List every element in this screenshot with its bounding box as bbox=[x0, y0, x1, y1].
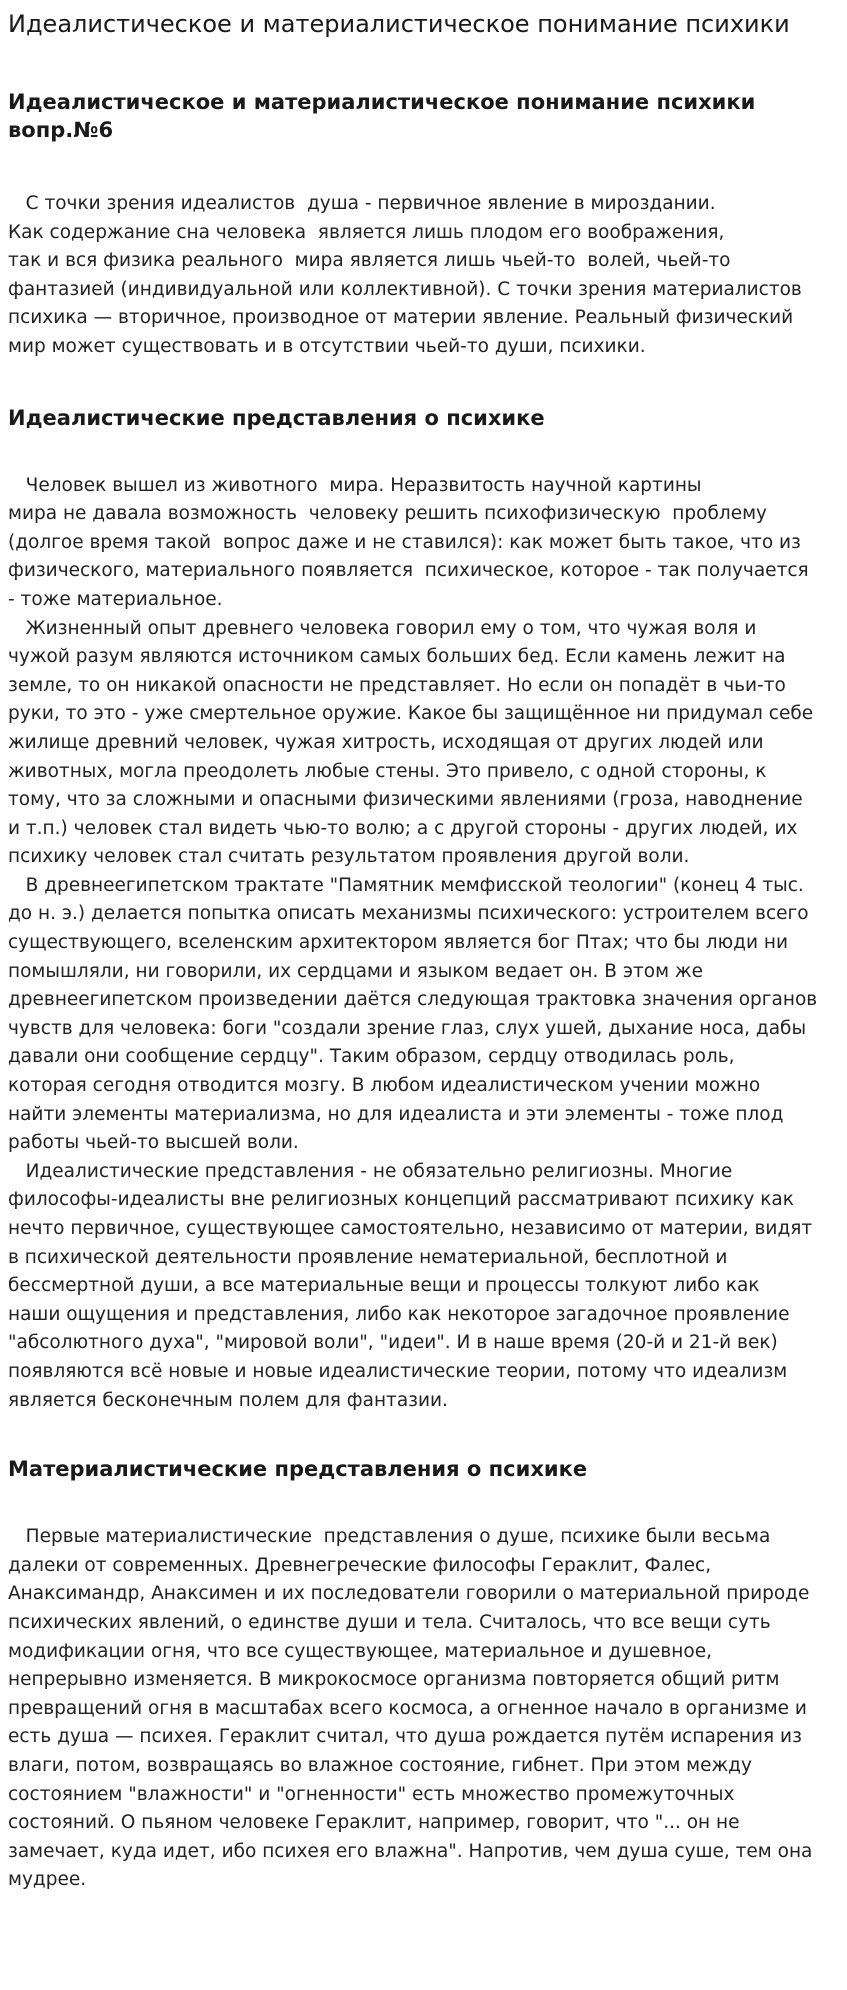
page-title: Идеалистическое и материалистическое понимание психики bbox=[8, 10, 790, 38]
section-heading-idealist: Идеалистические представления о психике bbox=[8, 405, 545, 430]
section-overview bbox=[8, 88, 840, 362]
section-materialist bbox=[8, 1455, 840, 1895]
section-body-idealist: Человек вышел из животного мира. Неразвитость научной картины мира не давала возможность человеку решить психофизическую проблему (долгое время такой вопрос даже и не ставился): как может быть такое, что из физического, материального появляется психическое, которое - так получается - тоже материальное. Жизненный опыт древнего человека говорил ему о том, что чужая воля и чужой разум являются источником самых больших бед. Если камень лежит на земле, то он никакой опасности не представляет. Но если он попадёт в чьи-то руки, то это - уже смертельное оружие. Какое бы защищённое ни придумал себе жилище древний человек, чужая хитрость, исходящая от других людей или животных, могла преодолеть любые стены. Это привело, с одной стороны, к тому, что за сложными и опасными физическими явлениями (гроза, наводнение и т.п.) человек стал видеть чью-то волю; а с другой стороны - других людей, их психику человек стал считать результатом проявления другой воли. В древнеегипетском трактате "Памятник мемфисской теологии" (конец 4 тыс. до н. э.) делается попытка описать механизмы психического: устроителем всего существующего, вселенским архитектором является бог Птах; что бы люди ни помышляли, ни говорили, их сердцами и языком ведает он. В этом же древнеегипетском произведении даётся следующая трактовка значения органов чувств для человека: боги "создали зрение глаз, слух ушей, дыхание носа, дабы давали они сообщение сердцу". Таким образом, сердцу отводилась роль, которая сегодня отводится мозгу. В любом идеалистическом учении можно найти элементы материализма, но для идеалиста и эти элементы - тоже плод работы чьей-то высшей воли. Идеалистические представления - не обязательно религиозны. Многие философы-идеалисты вне религиозных концепций рассматривают психику как нечто первичное, существующее самостоятельно, независимо от материи, видят в психической деятельности проявление нематериальной, бесплотной и бессмертной души, а все материальные вещи и процессы толкуют либо как наши ощущения и представления, либо как некоторое загадочное проявление "абсолютного духа", "мировой воли", "идеи". И в наше время (20-й и 21-й век) появляются всё новые и новые идеалистические теории, потому что идеализм является бесконечным полем для фантазии. bbox=[8, 474, 818, 1411]
section-body-materialist: Первые материалистические представления о душе, психике были весьма далеки от современных. Древнегреческие философы Гераклит, Фалес, Анаксимандр, Анаксимен и их последователи говорили о материальной природе психических явлений, о единстве души и тела. Считалось, что все вещи суть модификации огня, что все существующее, материальное и душевное, непрерывно изменяется. В микрокосмосе организма повторяется общий ритм превращений огня в масштабах всего космоса, а огненное начало в организме и есть душа — психея. Гераклит считал, что душа рождается путём испарения из влаги, потом, возвращаясь во влажное состояние, гибнет. При этом между состоянием "влажности" и "огненности" есть множество промежуточных состояний. О пьяном человеке Гераклит, например, говорит, что "... он не замечает, куда идет, ибо психея его влажна". Напротив, чем душа суше, тем она мудрее. bbox=[8, 1526, 813, 1891]
document bbox=[8, 0, 840, 1895]
section-heading-overview: Идеалистическое и материалистическое понимание психики вопр.№6 bbox=[8, 90, 756, 142]
section-body-overview: С точки зрения идеалистов душа - первичное явление в мироздании. Как содержание сна человека является лишь плодом его воображения, так и вся физика реального мира является лишь чьей-то волей, чьей-то фантазией (индивидуальной или коллективной). С точки зрения материалистов психика — вторичное, производное от материи явление. Реальный физический мир может существовать и в отсутствии чьей-то души, психики. bbox=[8, 193, 802, 357]
section-heading-materialist: Материалистические представления о психике bbox=[8, 1457, 588, 1482]
section-idealist bbox=[8, 404, 840, 1416]
